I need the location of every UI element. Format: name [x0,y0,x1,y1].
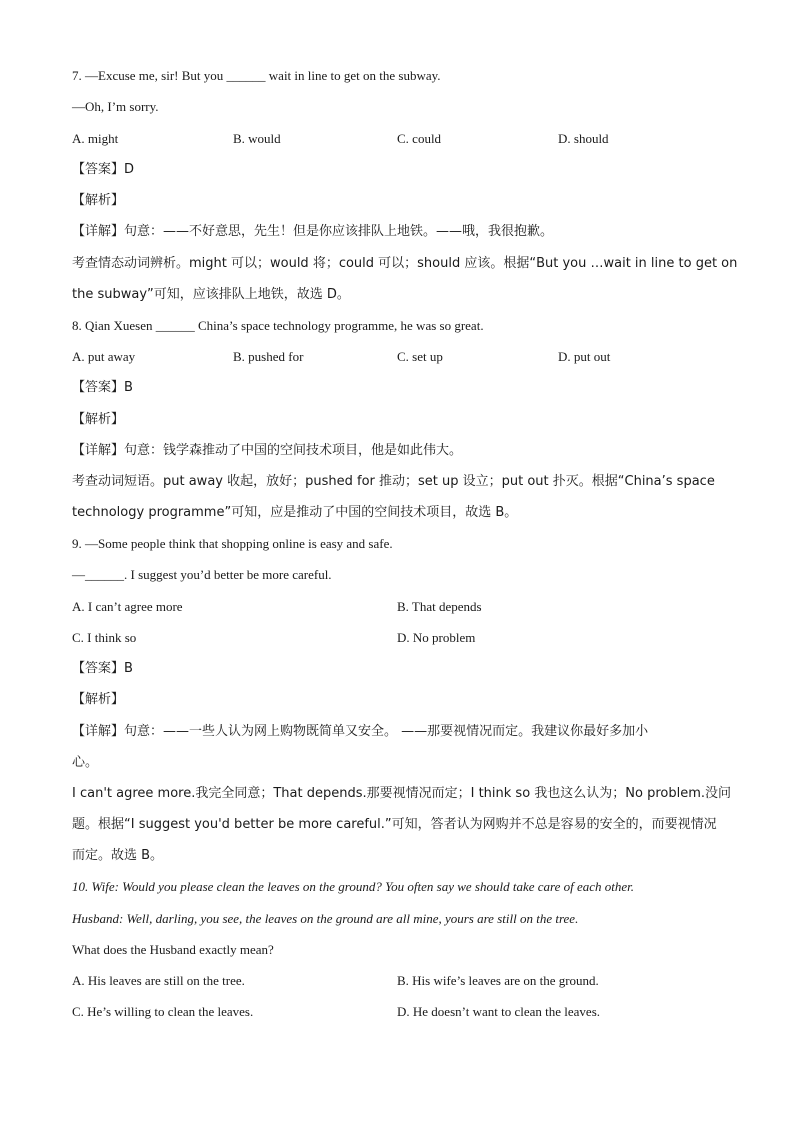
q8-answer: 【答案】B [72,380,133,395]
q9-question: 9. —Some people think that shopping online is easy and safe. [72,536,393,551]
q7-option-d: D. should [558,131,609,146]
q10-option-c: C. He’s willing to clean the leaves. [72,1004,254,1019]
q7-explain-line-1: 考查情态动词辨析。might 可以；would 将；could 可以；should 应该。根据“But you …wait in line to get on [72,256,738,271]
q9-reply: —______. I suggest you’d better be more careful. [72,567,332,582]
q10-option-a: A. His leaves are still on the tree. [72,973,245,988]
q8-question: 8. Qian Xuesen ______ China’s space technology programme, he was so great. [72,318,484,333]
q9-explain-line-1: I can't agree more.我完全同意；That depends.那要视情况而定；I think so 我也这么认为；No problem.没问 [72,786,732,801]
q8-option-b: B. pushed for [233,349,304,364]
q9-option-c: C. I think so [72,630,137,645]
q7-reply: —Oh, I’m sorry. [72,99,159,114]
q9-option-b: B. That depends [397,599,482,614]
q8-explain-line-2: technology programme”可知，应是推动了中国的空间技术项目，故选 B。 [72,505,518,520]
q10-option-d: D. He doesn’t want to clean the leaves. [397,1004,600,1019]
q8-analysis-label: 【解析】 [72,412,125,427]
q9-option-a: A. I can’t agree more [72,599,183,614]
q8-detail: 【详解】句意：钱学森推动了中国的空间技术项目，他是如此伟大。 [72,443,463,458]
q9-option-d: D. No problem [397,630,476,645]
q9-analysis-label: 【解析】 [72,692,125,707]
q7-question: 7. —Excuse me, sir! But you ______ wait in line to get on the subway. [72,68,441,83]
q10-husband-line: Husband: Well, darling, you see, the leaves on the ground are all mine, yours are still on the tree. [72,911,579,926]
q8-explain-line-1: 考查动词短语。put away 收起，放好；pushed for 推动；set up 设立；put out 扑灭。根据“China’s space [72,474,715,489]
q8-option-c: C. set up [397,349,443,364]
q7-option-a: A. might [72,131,119,146]
q7-option-b: B. would [233,131,281,146]
q9-detail-line-1: 【详解】句意：——一些人认为网上购物既简单又安全。 ——那要视情况而定。我建议你最好多加小 [72,724,649,739]
q9-detail-line-2: 心。 [72,755,99,770]
q7-explain-line-2: the subway”可知，应该排队上地铁，故选 D。 [72,287,350,302]
q9-explain-line-2: 题。根据“I suggest you'd better be more careful.”可知，答者认为网购并不总是容易的安全的，而要视情况 [72,817,717,832]
q9-answer: 【答案】B [72,661,133,676]
q10-question: What does the Husband exactly mean? [72,942,274,957]
q8-option-d: D. put out [558,349,611,364]
q7-analysis-label: 【解析】 [72,193,125,208]
q7-option-c: C. could [397,131,442,146]
q10-option-b: B. His wife’s leaves are on the ground. [397,973,599,988]
q10-wife-line: 10. Wife: Would you please clean the leaves on the ground? You often say we should take care of each other. [72,879,635,894]
q9-explain-line-3: 而定。故选 B。 [72,848,164,863]
q8-option-a: A. put away [72,349,136,364]
q7-detail: 【详解】句意：——不好意思，先生！但是你应该排队上地铁。——哦，我很抱歉。 [72,224,554,239]
q7-answer: 【答案】D [72,162,135,177]
